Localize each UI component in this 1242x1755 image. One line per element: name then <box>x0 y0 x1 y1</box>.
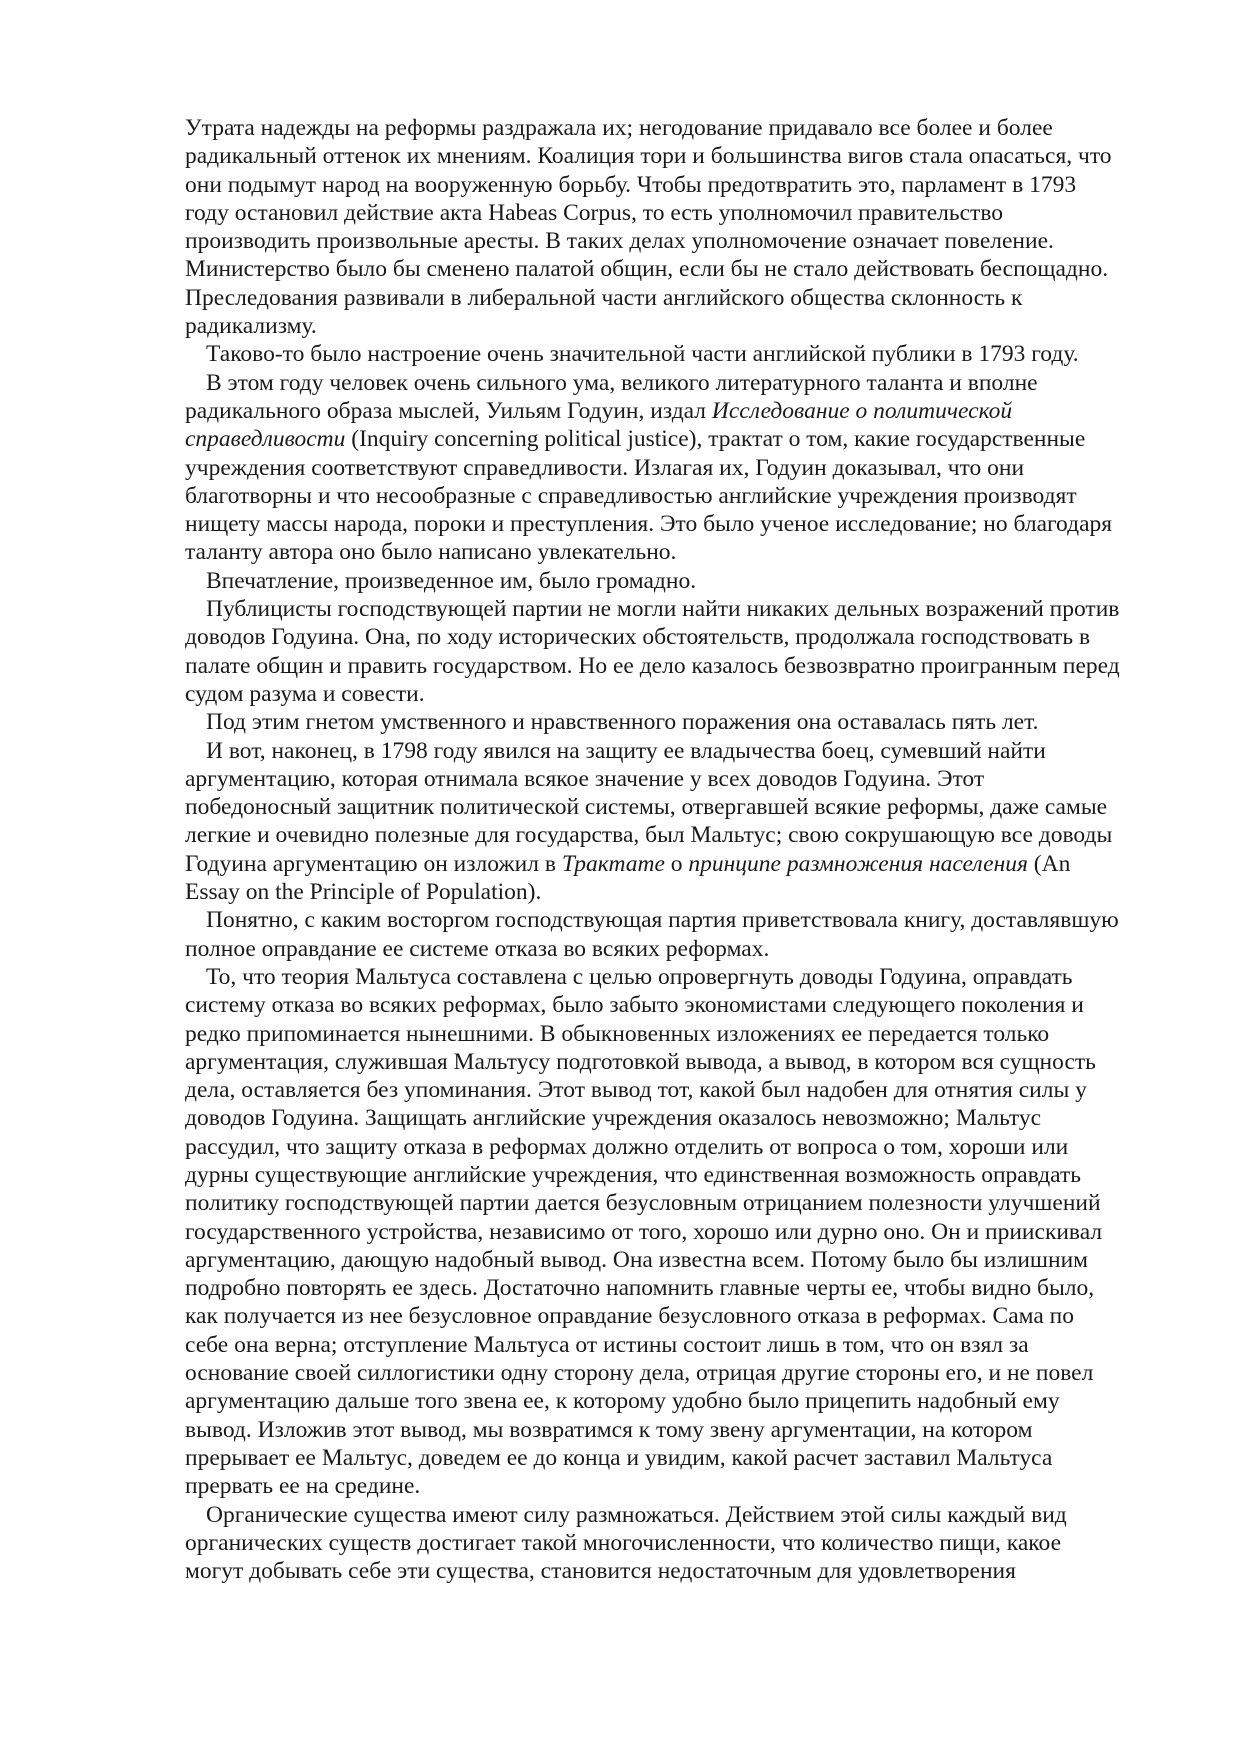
paragraph <box>185 567 1120 595</box>
paragraph-text: В этом году человек очень сильного ума, великого литературного таланта и вполне радикального образа мыслей, Уильям Годуин, издал <box>185 369 1038 424</box>
paragraph-text: Под этим гнетом умственного и нравственного поражения она оставалась пять лет. <box>206 709 1039 736</box>
paragraph-text: И вот, наконец, в 1798 году явился на защиту ее владычества боец, сумевший найти аргументацию, которая отнимала всякое значение у всех доводов Годуина. Этот победоносный защитник политической системы, отвергавшей всякие реформы, даже самые легкие и очевидно полезные для государства, был Мальтус; свою сокрушающую все доводы Годуина аргументацию он изложил в <box>185 737 1113 877</box>
paragraph <box>185 595 1120 708</box>
paragraph <box>185 369 1120 567</box>
paragraph-text: (Inquiry concerning political justice), трактат о том, какие государственные учреждения соответствуют справедливости. Излагая их, Годуин доказывал, что они благотворны и что несообразные с справедливостью английские учреждения производят нищету массы народа, пороки и преступления. Это было ученое исследование; но благодаря таланту автора оно было написано увлекательно. <box>185 426 1113 566</box>
paragraph-text: Впечатление, произведенное им, было громадно. <box>206 567 697 594</box>
paragraph <box>185 708 1120 736</box>
paragraph <box>185 1501 1120 1586</box>
paragraph-text: Органические существа имеют силу размножаться. Действием этой силы каждый вид органических существ достигает такой многочисленности, что количество пищи, какое могут добывать себе эти существа, становится недостаточным для удовлетворения <box>185 1501 1067 1585</box>
paragraph <box>185 114 1120 340</box>
body-text <box>185 114 1120 1585</box>
book-title-italic: Трактате <box>561 850 665 877</box>
book-title-italic: принципе размножения населения <box>688 850 1028 877</box>
paragraph <box>185 963 1120 1501</box>
paragraph-text: о <box>664 850 689 877</box>
paragraph-text: Утрата надежды на реформы раздражала их; негодование придавало все более и более радикальный оттенок их мнениям. Коалиция тори и большинства вигов стала опасаться, что они подымут народ на вооруженную борьбу. Чтобы предотвратить это, парламент в 1793 году остановил действие акта Habeas Corpus, то есть уполномочил правительство производить произвольные аресты. В таких делах уполномочение означает повеление. Министерство было бы сменено палатой общин, если бы не стало действовать беспощадно. Преследования развивали в либеральной части английского общества склонность к радикализму. <box>185 115 1112 340</box>
paragraph <box>185 737 1120 907</box>
paragraph <box>185 906 1120 963</box>
book-title-italic: Исследование о политической справедливости <box>185 397 1013 453</box>
paragraph-text: Понятно, с каким восторгом господствующая партия приветствовала книгу, доставлявшую полное оправдание ее системе отказа во всяких реформах. <box>185 907 1119 962</box>
paragraph-text: То, что теория Мальтуса составлена с целью опровергнуть доводы Годуина, оправдать систему отказа во всяких реформах, было забыто экономистами следующего поколения и редко припоминается нынешними. В обыкновенных изложениях ее передается только аргументация, служившая Мальтусу подготовкой вывода, а вывод, в котором вся сущность дела, оставляется без упоминания. Этот вывод тот, какой был надобен для отнятия силы у доводов Годуина. Защищать английские учреждения оказалось невозможно; Мальтус рассудил, что защиту отказа в реформах должно отделить от вопроса о том, хороши или дурны существующие английские учреждения, что единственная возможность оправдать политику господствующей партии дается безусловным отрицанием полезности улучшений государственного устройства, независимо от того, хорошо или дурно оно. Он и приискивал аргументацию, дающую надобный вывод. Она известна всем. Потому было бы излишним подробно повторять ее здесь. Достаточно напомнить главные черты ее, чтобы видно было, как получается из нее безусловное оправдание безусловного отказа в реформах. Сама по себе она верна; отступление Мальтуса от истины состоит лишь в том, что он взял за основание своей силлогистики одну сторону дела, отрицая другие стороны его, и не повел аргументацию дальше того звена ее, к которому удобно было прицепить надобный ему вывод. Изложив этот вывод, мы возвратимся к тому звену аргументации, на котором прерывает ее Мальтус, доведем ее до конца и увидим, какой расчет заставил Мальтуса прервать ее на средине. <box>185 963 1103 1500</box>
paragraph-text: Таково-то было настроение очень значительной части английской публики в 1793 году. <box>206 341 1079 368</box>
paragraph <box>185 340 1120 368</box>
paragraph-text: (An Essay on the Principle of Population). <box>185 850 1071 906</box>
paragraph-text: Публицисты господствующей партии не могли найти никаких дельных возражений против доводов Годуина. Она, по ходу исторических обстоятельств, продолжала господствовать в палате общин и править государством. Но ее дело казалось безвозвратно проигранным перед судом разума и совести. <box>185 596 1120 707</box>
